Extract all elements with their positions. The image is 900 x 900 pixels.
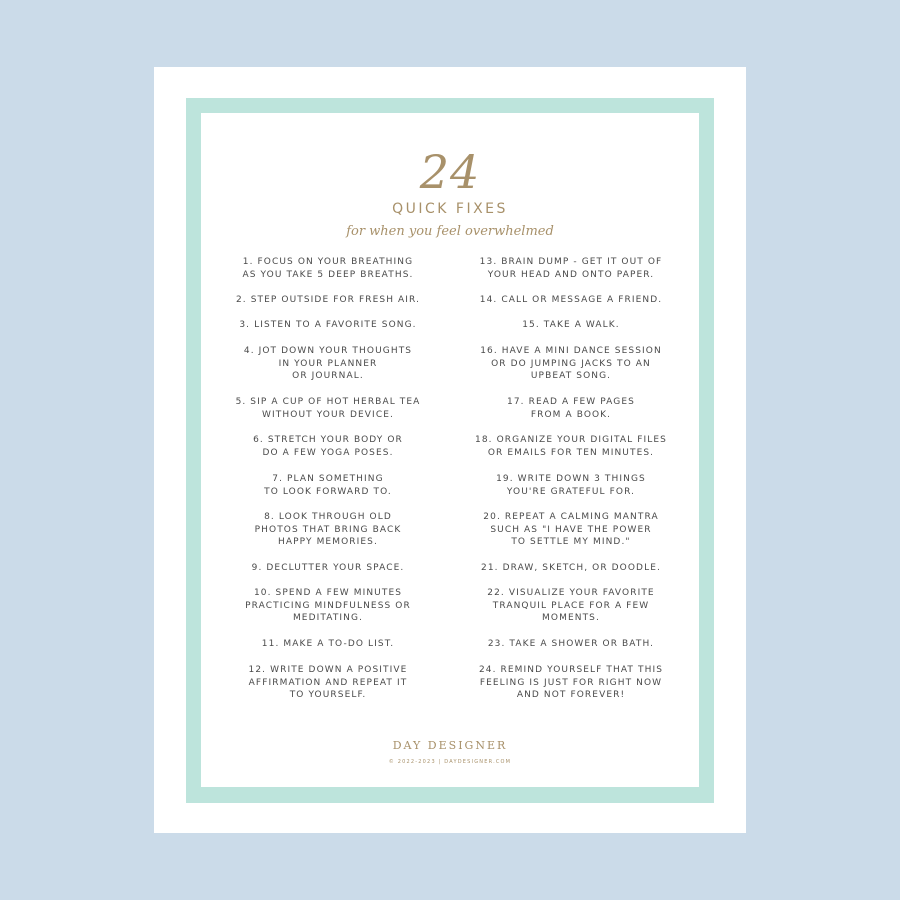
list-item: 6. STRETCH YOUR BODY OR DO A FEW YOGA POSES. xyxy=(253,435,403,458)
list-item: 19. WRITE DOWN 3 THINGS YOU'RE GRATEFUL FOR. xyxy=(496,474,646,497)
page-title: QUICK FIXES xyxy=(392,201,508,217)
list-item: 4. JOT DOWN YOUR THOUGHTS IN YOUR PLANNER OR JOURNAL. xyxy=(243,346,413,382)
printable-page xyxy=(154,67,746,833)
list-item: 18. ORGANIZE YOUR DIGITAL FILES OR EMAILS FOR TEN MINUTES. xyxy=(475,435,667,458)
mint-border-frame xyxy=(186,98,714,803)
list-item: 8. LOOK THROUGH OLD PHOTOS THAT BRING BACK HAPPY MEMORIES. xyxy=(254,512,402,548)
list-item: 12. WRITE DOWN A POSITIVE AFFIRMATION AND REPEAT IT TO YOURSELF. xyxy=(248,665,408,701)
page-subtitle: for when you feel overwhelmed xyxy=(346,224,554,239)
list-item: 10. SPEND A FEW MINUTES PRACTICING MINDFULNESS OR MEDITATING. xyxy=(245,588,411,624)
list-item: 14. CALL OR MESSAGE A FRIEND. xyxy=(479,295,663,305)
brand-name: DAY DESIGNER xyxy=(392,739,508,752)
list-item: 15. TAKE A WALK. xyxy=(522,320,620,330)
list-item: 11. MAKE A TO-DO LIST. xyxy=(261,639,395,649)
list-item: 20. REPEAT A CALMING MANTRA SUCH AS "I HAVE THE POWER TO SETTLE MY MIND." xyxy=(483,512,659,548)
list-item: 16. HAVE A MINI DANCE SESSION OR DO JUMPING JACKS TO AN UPBEAT SONG. xyxy=(480,346,662,382)
list-item: 23. TAKE A SHOWER OR BATH. xyxy=(487,639,655,649)
list-item: 2. STEP OUTSIDE FOR FRESH AIR. xyxy=(235,295,421,305)
list-item: 3. LISTEN TO A FAVORITE SONG. xyxy=(239,320,417,330)
content-area xyxy=(201,113,699,787)
list-item: 13. BRAIN DUMP - GET IT OUT OF YOUR HEAD AND ONTO PAPER. xyxy=(479,257,663,280)
list-item: 21. DRAW, SKETCH, OR DOODLE. xyxy=(481,563,661,573)
list-item: 7. PLAN SOMETHING TO LOOK FORWARD TO. xyxy=(264,474,392,497)
list-item: 24. REMIND YOURSELF THAT THIS FEELING IS JUST FOR RIGHT NOW AND NOT FOREVER! xyxy=(478,665,664,701)
list-item: 22. VISUALIZE YOUR FAVORITE TRANQUIL PLACE FOR A FEW MOMENTS. xyxy=(487,588,655,624)
list-item: 1. FOCUS ON YOUR BREATHING AS YOU TAKE 5 DEEP BREATHS. xyxy=(242,257,414,280)
list-item: 9. DECLUTTER YOUR SPACE. xyxy=(251,563,405,573)
copyright-line: © 2022-2023 | DAYDESIGNER.COM xyxy=(388,759,512,765)
list-item: 17. READ A FEW PAGES FROM A BOOK. xyxy=(507,397,635,420)
title-number: 24 xyxy=(419,145,481,199)
list-item: 5. SIP A CUP OF HOT HERBAL TEA WITHOUT YOUR DEVICE. xyxy=(235,397,421,420)
